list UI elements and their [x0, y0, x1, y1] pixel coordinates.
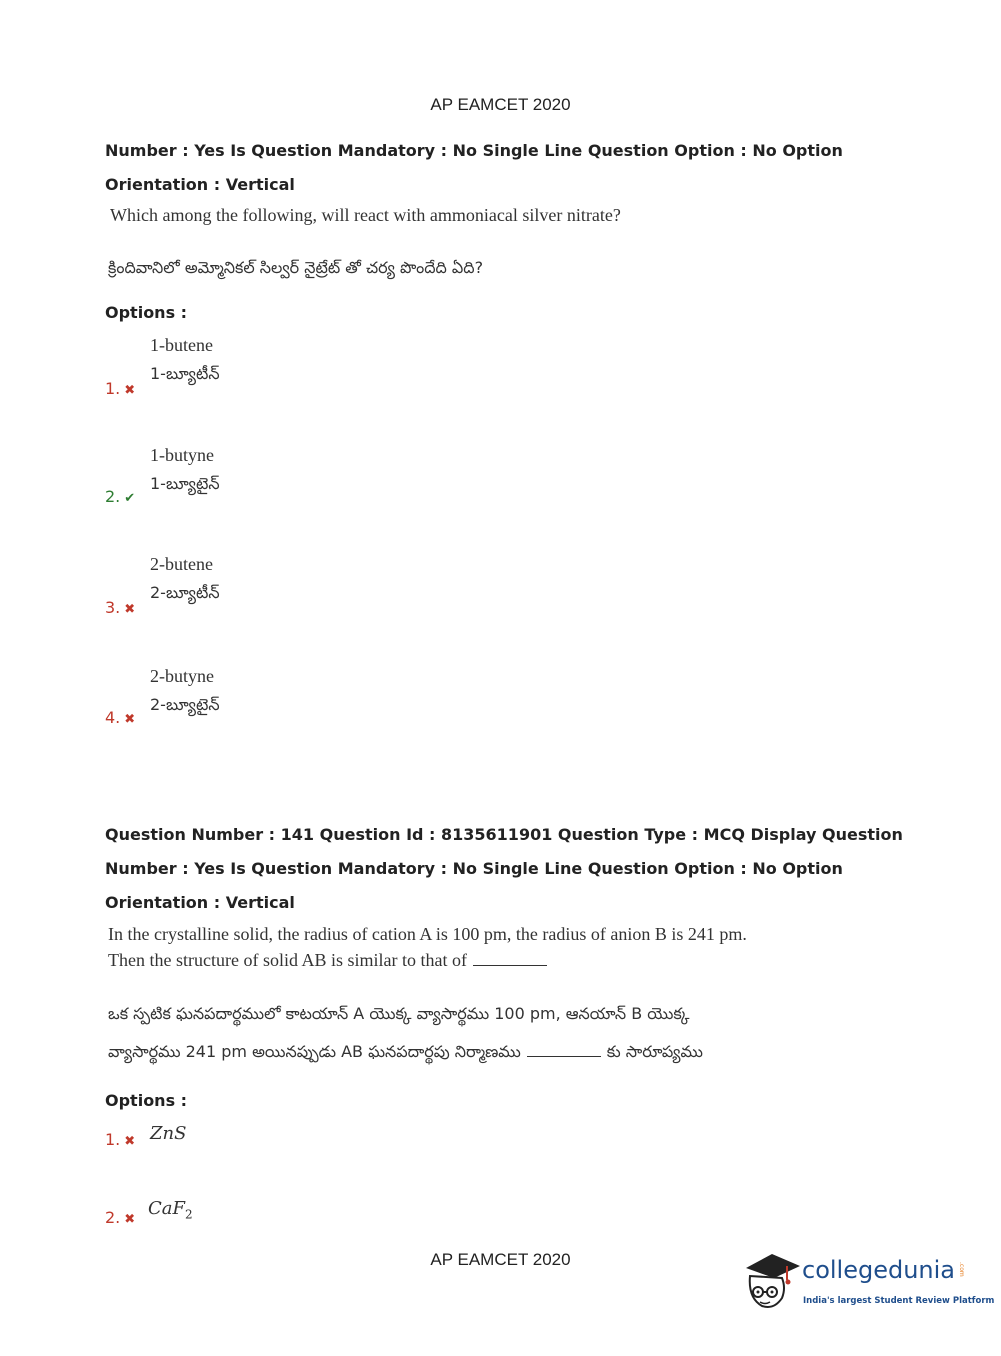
logo-suffix: .com	[958, 1262, 965, 1277]
q1-options-label: Options :	[105, 303, 188, 322]
answer-blank	[527, 1055, 601, 1057]
option-number: 1. ✖	[105, 1130, 136, 1149]
cross-icon: ✖	[124, 712, 136, 727]
q2-question-english-line1: In the crystalline solid, the radius of cation A is 100 pm, the radius of anion B is 241 pm.	[108, 924, 747, 944]
page-footer: AP EAMCET 2020	[430, 1250, 571, 1269]
cross-icon: ✖	[124, 383, 136, 398]
cross-icon: ✖	[124, 1212, 136, 1227]
option-english: 2-butyne	[150, 666, 214, 686]
option-number: 4. ✖	[105, 708, 136, 727]
option-english: 1-butyne	[150, 445, 214, 465]
q2-options-label: Options :	[105, 1091, 188, 1110]
q2-question-telugu-line1: ఒక స్పటిక ఘనపదార్థములో కాటయాన్ A యొక్క వ్యాసార్థము 100 pm, ఆనయాన్ B యొక్క	[108, 1004, 690, 1023]
collegedunia-logo	[742, 1248, 995, 1318]
q1-question-english: Which among the following, will react with ammoniacal silver nitrate?	[110, 205, 621, 225]
q2-meta-line3: Orientation : Vertical	[105, 893, 295, 912]
option-telugu: 2-బ్యూటీన్	[150, 583, 220, 602]
option-number: 2. ✔	[105, 487, 136, 506]
option-formula: CaF$_2$	[148, 1198, 193, 1222]
q2-question-english-line2: Then the structure of solid AB is similar to that of	[108, 950, 553, 971]
q1-meta-line1: Number : Yes Is Question Mandatory : No Single Line Question Option : No Option	[105, 141, 843, 160]
option-number: 2. ✖	[105, 1208, 136, 1227]
option-formula: ZnS	[150, 1123, 187, 1144]
logo-tagline: India's largest Student Review Platform	[803, 1296, 995, 1306]
q1-meta-line2: Orientation : Vertical	[105, 175, 295, 194]
q2-meta-line2: Number : Yes Is Question Mandatory : No Single Line Question Option : No Option	[105, 859, 843, 878]
student-mascot-icon	[742, 1248, 802, 1318]
q2-meta-line1: Question Number : 141 Question Id : 8135611901 Question Type : MCQ Display Question	[105, 825, 903, 844]
check-icon: ✔	[124, 491, 136, 506]
q1-question-telugu: క్రిందివానిలో అమ్మోనికల్ సిల్వర్ నైట్రేట్ తో చర్య పొందేది ఏది?	[108, 258, 484, 277]
cross-icon: ✖	[124, 1134, 136, 1149]
option-number: 3. ✖	[105, 598, 136, 617]
answer-blank	[473, 964, 547, 966]
option-english: 1-butene	[150, 335, 213, 355]
option-telugu: 2-బ్యూటైన్	[150, 695, 220, 714]
cross-icon: ✖	[124, 602, 136, 617]
option-telugu: 1-బ్యూటీన్	[150, 364, 220, 383]
logo-wordmark: collegedunia	[802, 1256, 956, 1284]
q2-question-telugu-line2: వ్యాసార్థము 241 pm అయినప్పుడు AB ఘనపదార్థపు నిర్మాణము కు సారూప్యము	[108, 1042, 703, 1061]
option-english: 2-butene	[150, 554, 213, 574]
page-header: AP EAMCET 2020	[430, 95, 571, 114]
option-telugu: 1-బ్యూటైన్	[150, 474, 220, 493]
option-number: 1. ✖	[105, 379, 136, 398]
